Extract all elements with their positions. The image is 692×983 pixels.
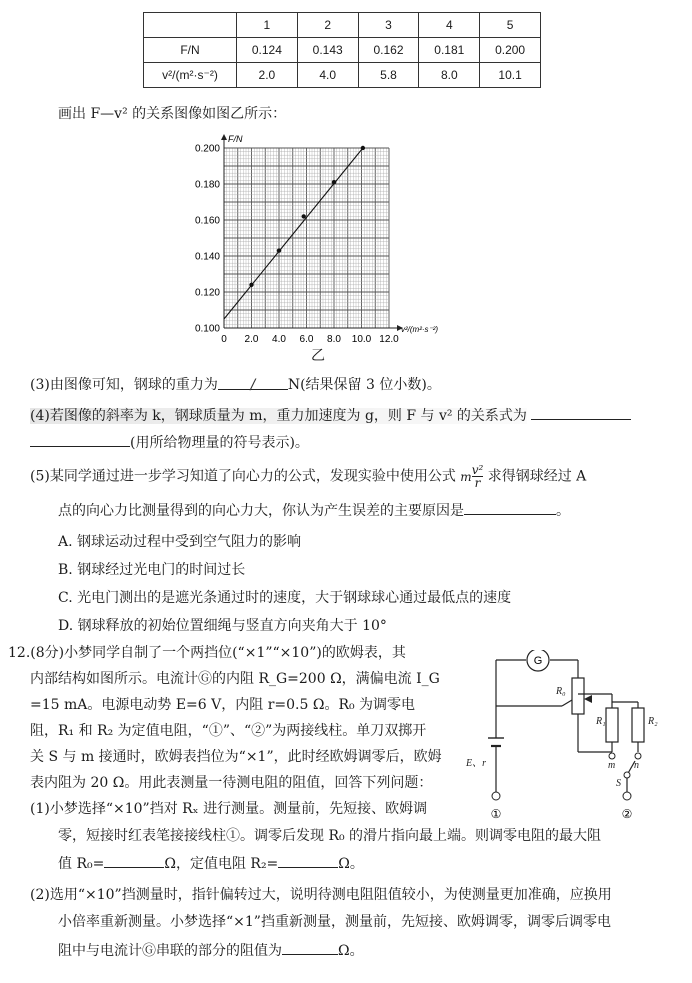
data-point [249,283,253,287]
x-tick-label: 2.0 [244,334,259,345]
data-point [302,214,306,218]
q12-sub1-text-b: Ω，定值电阻 R₂= [164,856,279,872]
table-cell: 5 [480,13,541,38]
q12-line-4: 阻，R₁ 和 R₂ 为定值电阻，“①”、“②”为两接线柱。单刀双掷开 [30,723,427,739]
terminal-1 [492,792,500,800]
q12-sub1-line-1: (1)小梦选择“×10”挡对 Rₓ 进行测量。测量前，先短接、欧姆调 [30,801,428,817]
x-tick-label: 6.0 [299,334,314,345]
ohmmeter-circuit-diagram [462,650,662,825]
intro-line: 画出 F—v² 的关系图像如图乙所示： [58,106,287,122]
q5-text-1b: 求得钢球经过 A [487,468,587,485]
table-cell [144,13,237,38]
y-tick-label: 0.140 [194,251,220,263]
table-row [144,63,541,88]
table-cell: 2 [297,13,358,38]
table-cell: 10.1 [480,63,541,88]
r0-slider-arrow [584,695,592,703]
contact-n [635,753,641,759]
q12-line-5: 关 S 与 m 接通时，欧姆表挡位为“×1”，此时经欧姆调零后，欧姆 [30,749,442,765]
table-cell: 5.8 [358,63,419,88]
source-label: E、r [466,758,486,769]
table-cell: 3 [358,13,419,38]
fit-line [224,148,363,319]
y-tick-label: 0.200 [194,143,220,155]
q4-answer-blank [531,405,631,420]
q5-answer-blank [464,500,556,515]
x-tick-label: 12.0 [379,334,399,345]
r2-label: R₂ [648,716,658,727]
y-tick-label: 0.160 [194,215,220,227]
q5-option-c: C. 光电门测出的是遮光条通过时的速度，大于钢球球心通过最低点的速度 [58,590,512,606]
q5-text-2: 点的向心力比测量得到的向心力大，你认为产生误差的主要原因是 [58,503,464,519]
question-4-line-2 [30,432,309,453]
q12-sub2-line-2: 小倍率重新测量。小梦选择“×1”挡重新测量，测量前，先短接、欧姆调零，调零后调零电 [58,914,611,930]
f-v2-chart [180,130,520,345]
y-tick-label: 0.120 [194,287,220,299]
question-5-line-1 [30,464,586,489]
x-tick-label: 8.0 [327,334,341,345]
q5-option-d: D. 钢球释放的初始位置细绳与竖直方向夹角大于 10° [58,618,387,634]
question-5-line-2 [58,500,570,521]
question-3 [30,375,441,395]
chart-caption: 乙 [311,348,325,364]
table-cell: 1 [237,13,298,38]
y-tick-label: 0.180 [194,179,220,191]
q4-text-2: (用所给物理量的符号表示)。 [130,435,309,451]
series-answer-blank [282,940,338,955]
q12-sub1-text-a: 值 R₀= [58,856,105,872]
q12-sub2-line-3 [58,940,364,961]
terminal-1-label: ① [490,807,502,821]
r2-answer-blank [278,853,338,868]
q5-formula: m $\frac{\text{v²}}{r}$ [460,463,484,490]
x-tick-label: 10.0 [351,334,372,345]
r0-answer-blank [104,853,164,868]
x-tick-label: 4.0 [272,334,286,345]
table-cell: F/N [144,38,237,63]
q5-option-a: A. 钢球运动过程中受到空气阻力的影响 [58,534,302,550]
terminal-2-label: ② [621,807,633,821]
data-point [332,180,336,184]
question-4-line-1 [30,405,631,426]
table-cell: 0.162 [358,38,419,63]
q3-answer-blank [218,375,288,393]
q12-line-2: 内部结构如图所示。电流计Ⓖ的内阻 R_G=200 Ω，满偏电流 I_G [30,671,440,687]
data-point [361,146,365,150]
contact-m [609,753,615,759]
table-cell: 0.143 [297,38,358,63]
q4-text: (4)若图像的斜率为 k，钢球质量为 m，重力加速度为 g，则 F 与 v² 的关系式为 [30,408,527,424]
m-label: m [608,760,616,771]
data-table [143,12,541,88]
q5-option-b: B. 钢球经过光电门的时间过长 [58,562,246,578]
table-header-row [144,13,541,38]
q12-sub2-text-a: 阻中与电流计Ⓖ串联的部分的阻值为 [58,943,282,959]
q3-handwritten: / [250,377,256,393]
q3-text-before: (3)由图像可知，钢球的重力为 [30,377,218,393]
table-cell: 4.0 [297,63,358,88]
switch-pivot [624,772,630,778]
q4-blank-lead [30,432,130,447]
r1-label: R₁ [596,716,606,727]
q5-text-1a: (5)某同学通过进一步学习知道了向心力的公式，发现实验中使用公式 [30,468,456,485]
q12-line-3: =15 mA。电源电动势 E=6 V，内阻 r=0.5 Ω。R₀ 为调零电 [30,697,416,713]
table-cell: 8.0 [419,63,480,88]
switch-label: S [616,778,621,789]
q12-sub2-line-1: (2)选用“×10”挡测量时，指针偏转过大，说明待测电阻阻值较小，为使测量更加准确，应换用 [30,887,612,903]
q3-text-after: N(结果保留 3 位小数)。 [287,377,441,393]
x-tick-label: 0 [221,334,227,345]
data-point [277,248,281,252]
y-axis-arrow [221,134,227,140]
q12-sub1-line-3 [58,853,364,874]
table-cell: 0.181 [419,38,480,63]
galvanometer-label: G [533,655,543,667]
r0-label: R₀ [556,686,566,697]
q12-sub2-text-b: Ω。 [338,943,364,959]
table-cell: 0.200 [480,38,541,63]
q12-line-1: 12.(8分)小梦同学自制了一个两挡位(“×1”“×10”)的欧姆表，其 [8,645,406,661]
q12-line-6: 表内阻为 20 Ω。用此表测量一待测电阻的阻值，回答下列问题： [30,775,433,791]
q5-text-end: 。 [556,503,570,519]
table-row [144,38,541,63]
n-label: n [634,760,639,771]
q12-sub1-text-c: Ω。 [338,856,364,872]
y-axis-label: F/N [228,134,243,144]
x-axis-label: v²/(m²·s⁻²) [401,325,439,334]
terminal-2 [623,792,631,800]
y-tick-label: 0.100 [194,323,220,335]
q12-sub1-line-2: 零，短接时红表笔接接线柱①。调零后发现 R₀ 的滑片指向最上端。则调零电阻的最大阻 [58,828,602,844]
table-cell: 2.0 [237,63,298,88]
table-cell: 4 [419,13,480,38]
table-cell: 0.124 [237,38,298,63]
table-cell: v²/(m²·s⁻²) [144,63,237,88]
